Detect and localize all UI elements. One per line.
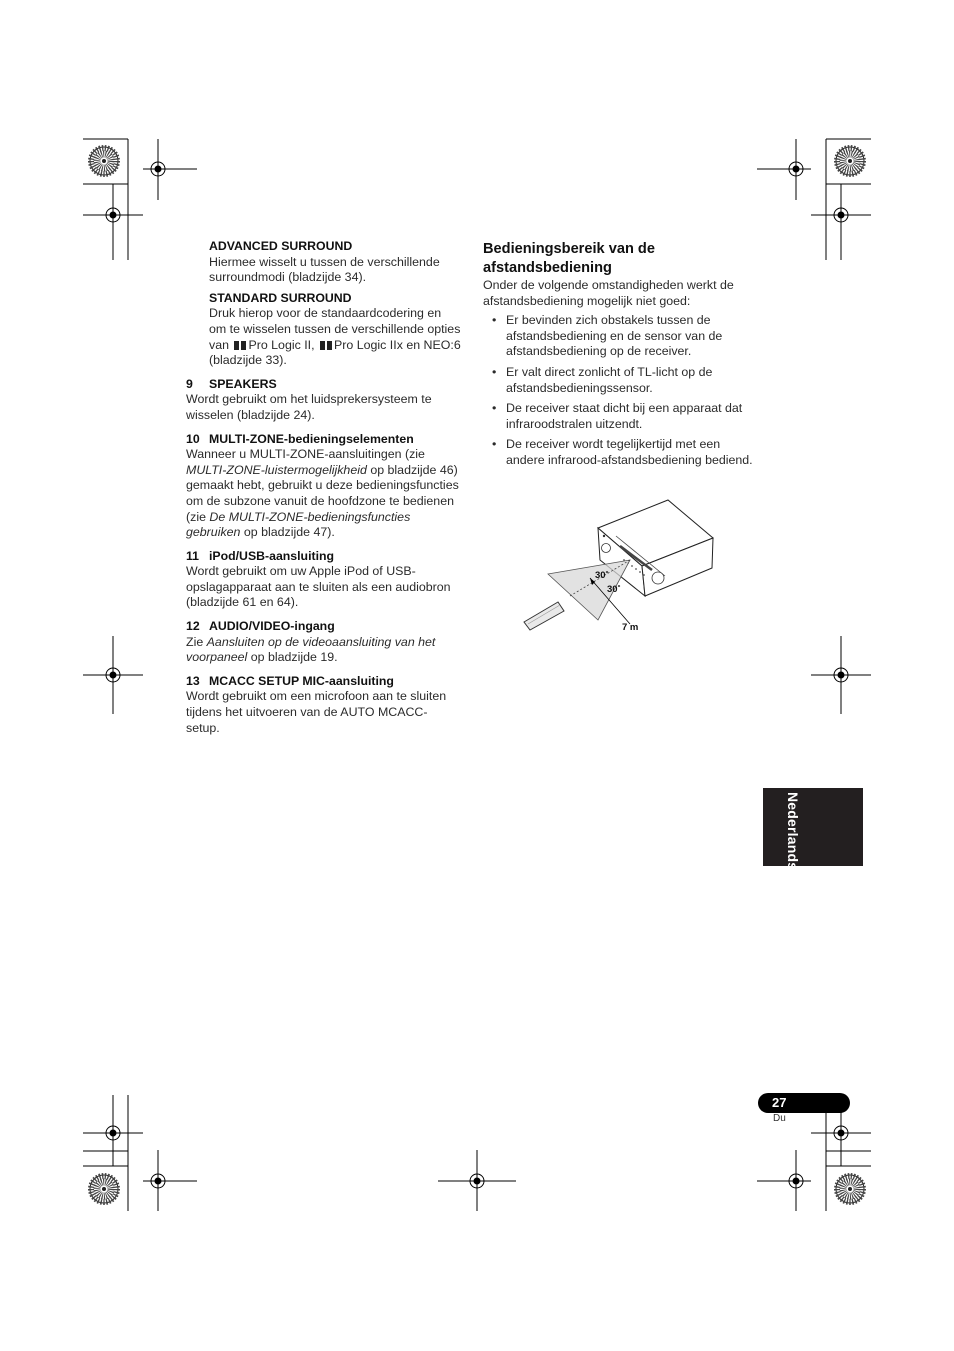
- star-target-mark-br: [836, 1175, 864, 1203]
- left-column: [186, 239, 461, 736]
- dolby-logo-icon: [320, 341, 332, 350]
- item-11-title: 11 iPod/USB-aansluiting: [186, 548, 335, 563]
- section-heading: Bedieningsbereik van de afstandsbediening: [483, 241, 655, 276]
- registration-mark-br2: [827, 1119, 855, 1147]
- registration-mark-bl1: [144, 1167, 172, 1195]
- section-intro: Onder de volgende omstandigheden werkt de afstandsbediening mogelijk niet goed:: [483, 278, 734, 308]
- registration-mark-ml: [99, 661, 127, 689]
- page-number-badge: [758, 1093, 850, 1113]
- advanced-surround-text: Hiermee wisselt u tussen de verschillende surroundmodi (bladzijde 34).: [209, 254, 440, 285]
- remote-range-figure: [520, 498, 720, 638]
- list-item: • Er bevinden zich obstakels tussen de afstandsbediening en de sensor van de afstandsbediening op de receiver.: [483, 313, 758, 360]
- language-tab-label: Nederlands: [785, 792, 801, 871]
- star-target-mark-bl: [90, 1175, 118, 1203]
- item-10-text: Wanneer u MULTI-ZONE-aansluitingen (zie MULTI-ZONE-luistermogelijkheid op bladzijde 46) gemaakt hebt, gebruikt u deze bedieningsfuncties om de subzone vanuit de hoofdzone te bedienen (zie De MULTI-ZONE-bedieningsfuncties gebruiken op bladzijde 47).: [186, 447, 459, 540]
- item-11-text: Wordt gebruikt om uw Apple iPod of USB-opslagapparaat aan te sluiten als een audiobron (bladzijde 61 en 64).: [186, 564, 451, 610]
- angle-label-2: 30˚: [607, 584, 621, 595]
- registration-mark-bl2: [99, 1119, 127, 1147]
- conditions-list: [483, 313, 758, 468]
- item-9-title: 9 SPEAKERS: [186, 376, 277, 391]
- item-13-title: 13 MCACC SETUP MIC-aansluiting: [186, 673, 394, 688]
- registration-mark-br1: [782, 1167, 810, 1195]
- distance-label: 7 m: [622, 622, 639, 633]
- right-column: [483, 240, 758, 474]
- registration-mark-tr2: [827, 201, 855, 229]
- language-side-tab: [763, 788, 863, 871]
- page-number: 27: [772, 1095, 787, 1110]
- item-9-text: Wordt gebruikt om het luidsprekersysteem te wisselen (bladzijde 24).: [186, 392, 432, 422]
- list-item: • De receiver staat dicht bij een apparaat dat infraroodstralen uitzendt.: [483, 401, 758, 432]
- standard-surround-title: STANDARD SURROUND: [209, 290, 352, 305]
- item-10-title: 10 MULTI-ZONE-bedieningselementen: [186, 431, 414, 446]
- advanced-surround-title: ADVANCED SURROUND: [209, 239, 353, 253]
- language-code: Du: [773, 1113, 786, 1124]
- registration-mark-tl2: [99, 201, 127, 229]
- item-12-text: Zie Aansluiten op de videoaansluiting van het voorpaneel op bladzijde 19.: [186, 634, 436, 665]
- registration-mark-tr1: [782, 155, 810, 183]
- list-item: • Er valt direct zonlicht of TL-licht op de afstandsbedieningssensor.: [483, 365, 758, 396]
- star-target-mark-tl: [90, 147, 118, 175]
- registration-mark-tl1: [144, 155, 172, 183]
- item-13-text: Wordt gebruikt om een microfoon aan te sluiten tijdens het uitvoeren van de AUTO MCACC-setup.: [186, 689, 447, 735]
- list-item: • De receiver wordt tegelijkertijd met een andere infrarood-afstandsbediening bediend.: [483, 437, 758, 468]
- registration-mark-mr: [827, 661, 855, 689]
- item-12-title: 12 AUDIO/VIDEO-ingang: [186, 619, 335, 634]
- angle-label-1: 30˚: [595, 570, 609, 581]
- registration-mark-bc: [463, 1167, 491, 1195]
- standard-surround-text: Druk hierop voor de standaardcodering en om te wisselen tussen de verschillende opties van Pro Logic II, Pro Logic IIx en NEO:6 (bladzijde 33).: [209, 306, 461, 368]
- dolby-logo-icon: [234, 341, 246, 350]
- star-target-mark-tr: [836, 147, 864, 175]
